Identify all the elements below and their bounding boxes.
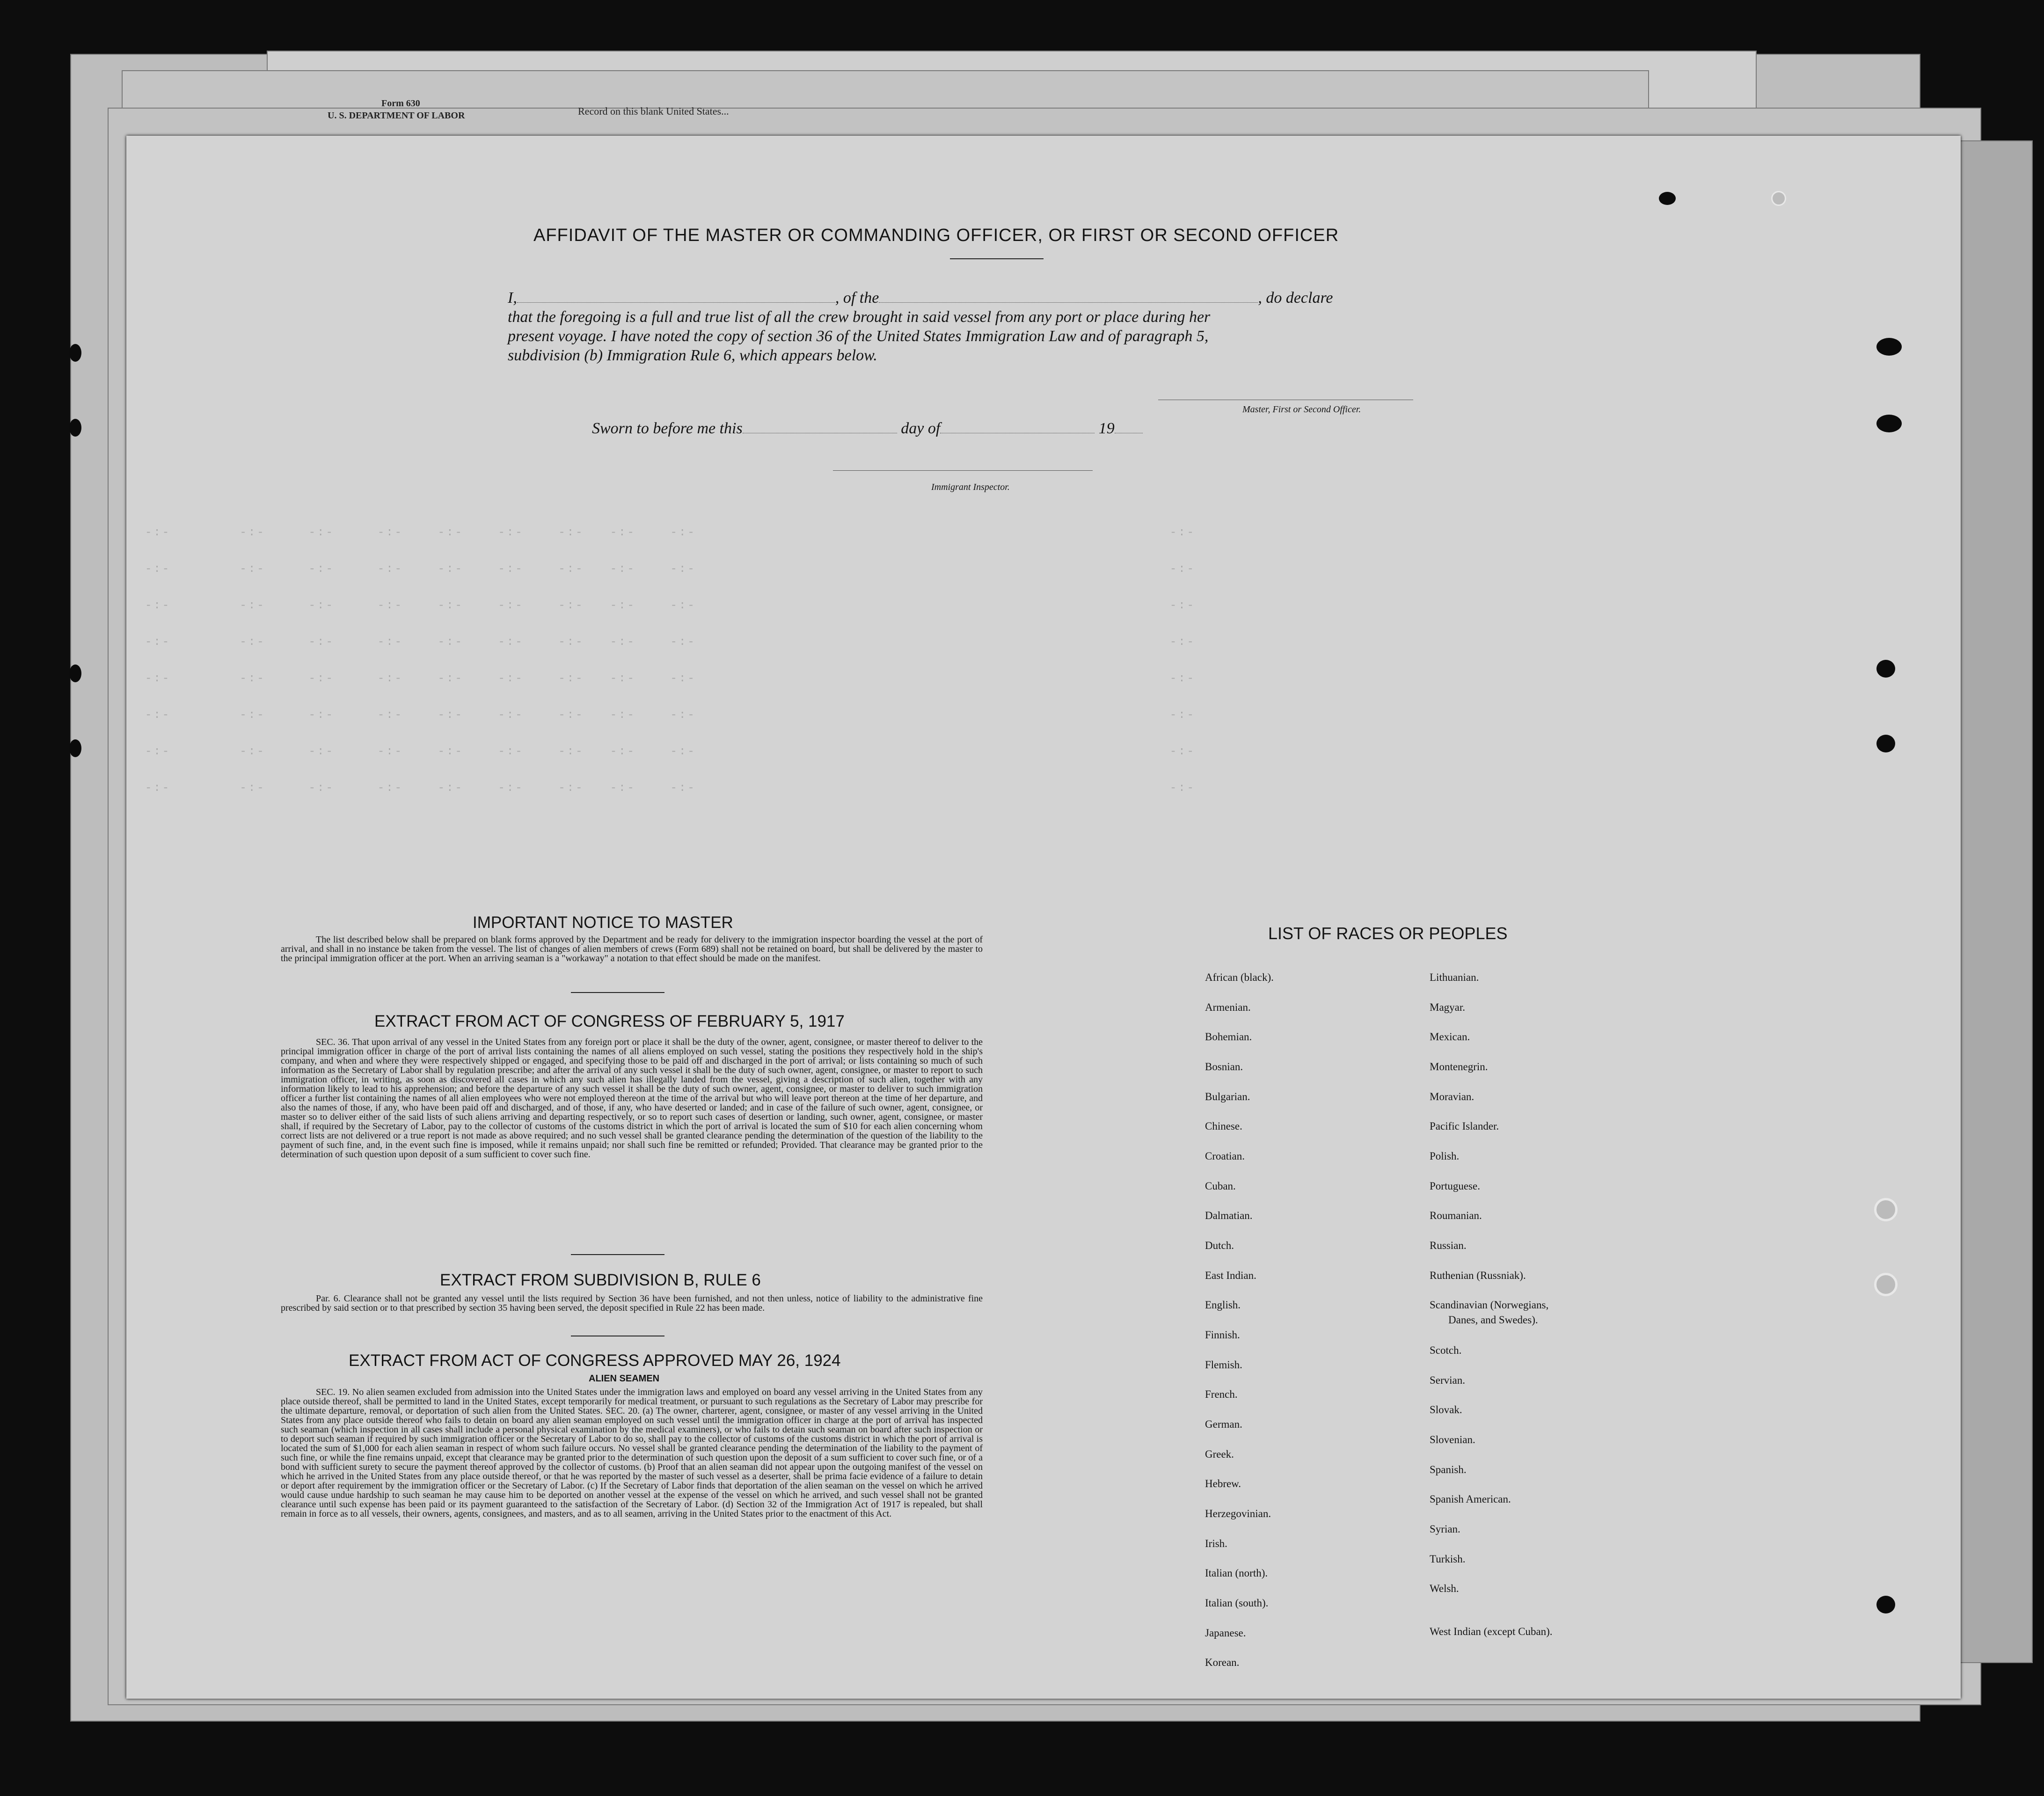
extract-1917-text: SEC. 36. That upon arrival of any vessel in the United States from any foreign port or place it shall be the duty of the owner, agent, consignee, or master thereof to deliver to the principal immigration officer in charge of the port of arrival lists containing the names of all aliens employed on such vessel, stating the positions they respectively hold in the ship's company, and when and where they were respectively shipped or engaged, and specifying those to be paid off and discharged in the port of arrival; or lists containing so much of such information as the Secretary of Labor shall by regulation prescribe; and after the arrival of any such vessel it shall be the duty of such owner, agent, consignee, or master to report to such immigration officer, in writing, as soon as discovered all cases in which any such alien has illegally landed from the vessel, giving a description of such alien, together with any information likely to lead to his apprehension; and before the departure of any such vessel it shall be the duty of such owner, agent, consignee, or master to deliver to such immigration officer a further list containing the names of all alien employees who were not employed thereon at the time of the arrival but who will leave port thereon at the time of her departure, and also the names of those, if any, who have been paid off and discharged, and of those, if any, who have deserted or landed; and in case of the failure of such owner, agent, consignee, or master so to deliver either of the said lists of such aliens arriving and departing respectively, or so to report such cases of desertion or landing, such owner, agent, consignee, or master shall, if required by the Secretary of Labor, pay to the collector of customs of the customs district in which the port of arrival is located the sum of $10 for each alien concerning whom correct lists are not delivered or a true report is not made as above required; and no such vessel shall be granted clearance pending the determination of the question of the liability to the payment of such fine, and, in the event such fine is imposed, while it remains unpaid; nor shall such fine be remitted or refunded; Provided. That clearance may be granted prior to the determination of such question upon deposit of a sum sufficient to cover such fine. [281,1037,983,1160]
race-item: Syrian. [1430,1523,1460,1535]
race-item: Bosnian. [1205,1061,1243,1073]
race-item: Hebrew. [1205,1478,1241,1489]
punch-hole [1876,415,1902,432]
race-item: Scotch. [1430,1344,1462,1356]
notice-text: The list described below shall be prepared on blank forms approved by the Department and be ready for delivery to the immigration inspector boarding the vessel at the port of arrival, and shall in no instance be taken from the vessel. The list of changes of alien members of crews (Form 689) shall not be retained on board, but shall be delivered by the master to the principal immigration officer at the port. When an arriving seaman is a "workaway" a notation to that effect should be made on the manifest. [281,935,983,964]
form-number: Form 630 [381,98,420,109]
race-item: Ruthenian (Russniak). [1430,1270,1526,1281]
race-item: Russian. [1430,1240,1467,1251]
race-item: Dutch. [1205,1240,1234,1251]
inspector-label: Immigrant Inspector. [931,482,1010,492]
race-item: Mexican. [1430,1031,1470,1043]
race-item: Slovak. [1430,1404,1462,1416]
race-item: Welsh. [1430,1583,1459,1594]
punch-hole [69,739,81,757]
punch-hole [69,344,81,362]
punch-hole [69,664,81,682]
race-item: West Indian (except Cuban). [1430,1626,1553,1637]
affidavit-line-2: that the foregoing is a full and true list of all the crew brought in said vessel from any port or place during her [508,308,1211,326]
notice-rule [571,992,664,993]
race-item: English. [1205,1299,1241,1311]
race-item: Roumanian. [1430,1210,1482,1221]
reinforcement-ring [1874,1198,1898,1221]
record-note: Record on this blank United States... [578,105,729,117]
affidavit-line-3: present voyage. I have noted the copy of section 36 of the United States Immigration Law and of paragraph 5, [508,328,1209,345]
day-of-text: day of [901,420,941,437]
name-blank [517,302,835,303]
race-item: Armenian. [1205,1001,1251,1013]
affidavit-i: I, [508,289,517,307]
rule6-text: Par. 6. Clearance shall not be granted any vessel until the lists required by Section 36 have been furnished, and not then unless, notice of liability to the administrative fine prescribed by said section or to that prescribed by section 35 having been served, the deposit specified in Rule 22 has been made. [281,1293,983,1313]
race-item: Spanish American. [1430,1493,1511,1505]
extract-1917-title: EXTRACT FROM ACT OF CONGRESS OF FEBRUARY 5, 1917 [374,1012,845,1030]
race-item: German. [1205,1418,1242,1430]
punch-hole [1876,735,1895,752]
punch-hole [1876,338,1902,356]
extract-1917-rule [571,1254,664,1255]
sworn-line [592,419,1247,438]
extract-1924-text: SEC. 19. No alien seamen excluded from admission into the United States under the immigration laws and employed on board any vessel arriving in the United States from any place outside thereof, shall be permitted to land in the United States, except temporarily for medical treatment, or pursuant to such regulations as the Secretary of Labor may prescribe for the ultimate departure, removal, or deportation of such alien from the United States. SEC. 20. (a) The owner, charterer, agent, consignee, or master of any vessel arriving in the United States from any place outside thereof who fails to detain on board any alien seaman employed on such vessel until the immigration officer in charge at the port of arrival has inspected such seaman (which inspection in all cases shall include a personal physical examination by the medical examiners), or who fails to detain such seaman on board after such inspection or to deport such seaman if required by such immigration officer or the Secretary of Labor to do so, shall pay to the collector of customs of the customs district in which the port of arrival is located the sum of $1,000 for each alien seaman in respect of whom such failure occurs. No vessel shall be granted clearance pending the determination of the liability to the payment of such fine, or while the fine remains unpaid, except that clearance may be granted prior to the determination of such question upon the deposit of a sum sufficient to cover such fine, or of a bond with sufficient surety to secure the payment thereof approved by the collector of customs. (b) Proof that an alien seaman did not appear upon the outgoing manifest of the vessel on which he arrived in the United States from any place outside thereof, or that he was reported by the master of such vessel as a deserter, shall be prima facie evidence of a failure to detain or deport after requirement by the immigration officer or the Secretary of Labor. (c) If the Secretary of Labor finds that deportation of the alien seaman on the vessel on which he arrived would cause undue hardship to such seaman he may cause him to be deported on another vessel at the expense of the vessel on which he arrived, and such vessel shall not be granted clearance until such expense has been paid or its payment guaranteed to the satisfaction of the Secretary of Labor. (d) Section 32 of the Immigration Act of 1917 is repealed, but shall remain in force as to all vessels, their owners, agents, consignees, and masters, and as to all seamen, arriving in the United States prior to the enactment of this Act. [281,1387,983,1519]
rule6-title: EXTRACT FROM SUBDIVISION B, RULE 6 [440,1271,761,1289]
notice-title: IMPORTANT NOTICE TO MASTER [473,913,733,932]
race-item: Croatian. [1205,1150,1245,1162]
race-item: Turkish. [1430,1553,1466,1565]
race-item: Magyar. [1430,1001,1466,1013]
race-item: Polish. [1430,1150,1460,1162]
race-item: Bohemian. [1205,1031,1252,1043]
race-item: Finnish. [1205,1329,1240,1341]
race-item: Herzegovinian. [1205,1508,1271,1519]
affidavit-line-1 [508,288,1416,307]
punch-hole [1659,192,1676,205]
punch-hole [1876,660,1895,678]
punch-hole [69,419,81,437]
reinforcement-ring [1874,1273,1898,1296]
race-item: Portuguese. [1430,1180,1480,1192]
race-item: Cuban. [1205,1180,1236,1192]
race-item: Lithuanian. [1430,971,1479,983]
race-item: Scandinavian (Norwegians, [1430,1299,1549,1311]
race-item: Japanese. [1205,1627,1246,1639]
race-item: Spanish. [1430,1464,1467,1475]
race-item: Bulgarian. [1205,1091,1250,1102]
affidavit-of-the: , of the [835,289,879,307]
vessel-blank [879,302,1258,303]
race-item: East Indian. [1205,1270,1256,1281]
race-item: Dalmatian. [1205,1210,1253,1221]
year-prefix: 19 [1098,420,1115,437]
affidavit-line-4: subdivision (b) Immigration Rule 6, which appears below. [508,347,877,364]
department-label: U. S. DEPARTMENT OF LABOR [328,110,465,121]
race-item: Montenegrin. [1430,1061,1488,1073]
affidavit-declare: , do declare [1258,289,1333,307]
race-item: Chinese. [1205,1120,1242,1132]
extract-1924-title: EXTRACT FROM ACT OF CONGRESS APPROVED MAY 26, 1924 [349,1351,841,1370]
race-item: Italian (north). [1205,1567,1268,1579]
race-item: Pacific Islander. [1430,1120,1499,1132]
race-item: Moravian. [1430,1091,1475,1102]
extract-1924-subtitle: ALIEN SEAMEN [589,1373,660,1384]
sworn-text: Sworn to before me this [592,420,743,437]
races-title: LIST OF RACES OR PEOPLES [1268,924,1508,943]
punch-hole [1876,1596,1895,1613]
race-item: Slovenian. [1430,1434,1475,1446]
affidavit-title: AFFIDAVIT OF THE MASTER OR COMMANDING OFFICER, OR FIRST OR SECOND OFFICER [533,226,1339,245]
race-item: Korean. [1205,1657,1240,1668]
title-rule [950,258,1044,259]
bleed-through-dashes: -:- -:- -:- -:- -:- -:- -:- -:- -:- -:- -:- -:- -:- -:- -:- -:- -:- -:- -:- -:- -:- -:- -:- -:- -:- -:- -:- -:- -:- -:- -:- -:- -:- -:- -:- -:- -:- -:- -:- -:- -:- -:- -:- -:- -:- -:- -:- -:- -:- -:- -:- -:- -:- -:- -:- -:- -:- -:- -:- -:- -:- -:- -:- -:- -:- -:- -:- -:- -:- -:- -:- -:- -:- -:- -:- -:- -:- -:- -:- -:- [145,526,1196,795]
race-item: African (black). [1205,971,1274,983]
reinforcement-ring [1771,191,1786,206]
race-item: Irish. [1205,1538,1227,1549]
race-item: Flemish. [1205,1359,1242,1371]
race-item: Greek. [1205,1448,1234,1460]
race-item: Danes, and Swedes). [1448,1314,1538,1326]
master-label: Master, First or Second Officer. [1242,404,1361,415]
race-item: French. [1205,1388,1238,1400]
race-item: Servian. [1430,1374,1466,1386]
inspector-signature-line [833,470,1093,471]
race-item: Italian (south). [1205,1597,1269,1609]
